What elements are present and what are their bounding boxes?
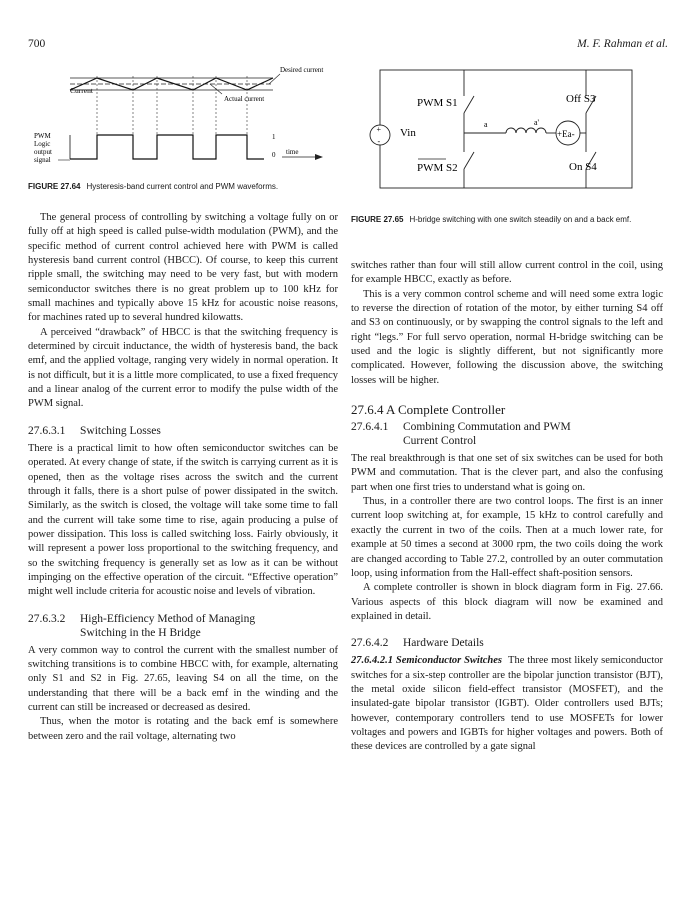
actual-current-label: Actual current: [224, 95, 265, 103]
section-heading-27-6-4-2: [351, 636, 663, 650]
section-number: 27.6.3.2: [28, 612, 66, 625]
right-column: [351, 259, 663, 755]
time-arrow-head: [315, 154, 323, 160]
figure-27-64-label: FIGURE 27.64: [28, 182, 81, 191]
section-heading-27-6-3-1: [28, 424, 338, 438]
pwm-signal-label: PWM Logic output signal: [34, 132, 52, 164]
section-number: 27.6.4: [351, 402, 384, 418]
section-heading-27-6-4: [351, 402, 663, 418]
back-emf-label: +Ea-: [557, 129, 575, 139]
paragraph: switches rather than four will still allow current control in the coil, using for example HBCC, exactly as before.: [351, 260, 663, 286]
on-s4-label: On S4: [569, 161, 597, 173]
section-title: Hardware Details: [403, 637, 484, 650]
pwm-waveform: [70, 135, 264, 159]
winding-inductor: [506, 128, 546, 133]
paragraph: There is a practical limit to how often semiconductor switches can be operated. At every change of state, if the switch is carrying current as it is opened, then as the voltage rises across the switch and the current through it falls, there is a short pulse of power dissipated in the switch. Similarly, as the switch is closed, the voltage will take some time to fall and the current will take some time to rise, again producing a pulse of power dissipation. This loss is called switching loss. Fairly obviously, it will represent a power loss proportional to the switching frequency, and so the switching frequency is generally set as low as it can be without impinging on the effective operation of the circuit. “Effective operation” might well include criteria for acoustic noise and levels of vibration.: [28, 442, 338, 598]
paragraph: A perceived “drawback” of HBCC is that the switching frequency is determined by circuit inductance, the width of hysteresis band, the back emf, and the applied voltage, ranging very widely in normal operation. It is not difficult, but it is a little more complicated, to use a fixed frequency and a linear analog of the current error to modify the pulse width of the PWM signal.: [28, 326, 338, 410]
pwm-s1-label: PWM S1: [417, 97, 458, 109]
paragraph-text: The three most likely semiconductor switches for a six-step controller are the bipolar junction transistor (BJT), the metal oxide silicon field-effect transistor (MOSFET), and the insulated-gate bipolar transistor (IGBT). Older controllers used BJTs; however, contemporary controllers tend to use MOSFETs for lower voltages and powers and IGBTs for higher voltages and powers. Both of these devices are controlled by a gate signal: [351, 655, 663, 753]
paragraph: A very common way to control the current with the smallest number of switching transitions is to combine HBCC with, for example, alternating only S1 and S2 in Fig. 27.65, leaving S4 on all the time, on the understanding that there will be a back emf in the winding and the current can still be increased or decreased as desired.: [28, 644, 338, 713]
figure-27-65-caption: [351, 214, 663, 225]
run-in-heading: 27.6.4.2.1 Semiconductor Switches: [351, 655, 503, 667]
paragraph: Thus, in a controller there are two control loops. The first is an inner current loop switching at, for example, 15 kHz to control carefully and exactly the current in two of the coils. Then at a much lower rate, for example at 50 times a second at 3000 rpm, the two coils doing the work are changed according to Table 27.2, controlled by an outer commutation loop, using information from the Hall-effect shaft-position sensors.: [351, 496, 663, 579]
switching-guides: [97, 76, 247, 160]
figure-27-64: [28, 60, 348, 180]
low-level-label: 0: [272, 151, 276, 159]
section-title-continued: Current Control: [403, 435, 477, 448]
high-level-label: 1: [272, 133, 276, 141]
figure-27-64-caption-text: Hysteresis-band current control and PWM waveforms.: [86, 182, 279, 191]
section-title-continued: Switching in the H Bridge: [80, 626, 201, 639]
section-number: 27.6.4.2: [351, 637, 389, 650]
node-a-prime-label: a': [534, 118, 539, 127]
paragraph: This is a very common control scheme and will need some extra logic to reverse the direction of rotation of the motor, by either turning S4 off and S3 on continuously, or by swapping the control signals to the left and right “legs.” For full servo operation, normal H-bridge switching can be used and the logic is slightly different, but not significantly more complicated. However, following the discussion above, the switching losses will be higher.: [351, 288, 663, 386]
source-plus: +: [376, 125, 382, 134]
section-number: 27.6.3.1: [28, 424, 66, 437]
vin-label: Vin: [400, 127, 416, 139]
figure-27-65-caption-text: H-bridge switching with one switch steadily on and a back emf.: [409, 215, 632, 224]
figure-27-65-label: FIGURE 27.65: [351, 215, 404, 224]
time-label: time: [286, 148, 299, 156]
paragraph: The real breakthrough is that one set of six switches can be used for both PWM and commutation. That is the clever part, and also the confusing part when one first tries to understand what is going on.: [351, 453, 663, 493]
off-s3-label: Off S3: [566, 93, 596, 105]
running-head-authors: M. F. Rahman et al.: [577, 38, 668, 50]
desired-current-label: Desired current: [280, 66, 324, 74]
section-title: A Complete Controller: [386, 402, 506, 418]
page-number: 700: [28, 38, 46, 50]
section-heading-27-6-3-2: [28, 612, 338, 640]
pwm-s2-label: PWM S2: [417, 162, 458, 174]
figure-27-64-caption: [28, 181, 348, 192]
figure-27-65: [366, 66, 656, 196]
current-label: Current: [70, 86, 93, 95]
paragraph: The general process of controlling by switching a voltage fully on or fully off at high speed is called pulse-width modulation (PWM), and the specific method of current control achieved here with PWM is called hysteresis band current control (HBCC). Of course, to keep this current ripple small, the switching may need to be very fast, but with modern semiconductor switches there is no great problem up to 100 kHz for small machines and typically above 15 kHz for acoustic noise reasons, for machines rated up to several hundred kilowatts.: [28, 212, 338, 324]
left-column: [28, 211, 338, 744]
section-title: Combining Commutation and PWM: [403, 421, 571, 434]
section-number: 27.6.4.1: [351, 421, 389, 434]
paragraph: [351, 654, 663, 754]
paragraph: Thus, when the motor is rotating and the back emf is somewhere between zero and the rail voltage, alternating two: [28, 716, 338, 742]
source-minus: -: [377, 137, 381, 146]
section-title: Switching Losses: [80, 424, 161, 437]
section-heading-27-6-4-1: [351, 420, 663, 448]
node-a-label: a: [484, 120, 488, 129]
switch-s1: [464, 96, 474, 113]
section-title: High-Efficiency Method of Managing: [80, 612, 256, 625]
switch-s2: [464, 152, 474, 169]
paragraph: A complete controller is shown in block diagram form in Fig. 27.66. Various aspects of this block diagram will now be examined and explained in detail.: [351, 582, 663, 622]
